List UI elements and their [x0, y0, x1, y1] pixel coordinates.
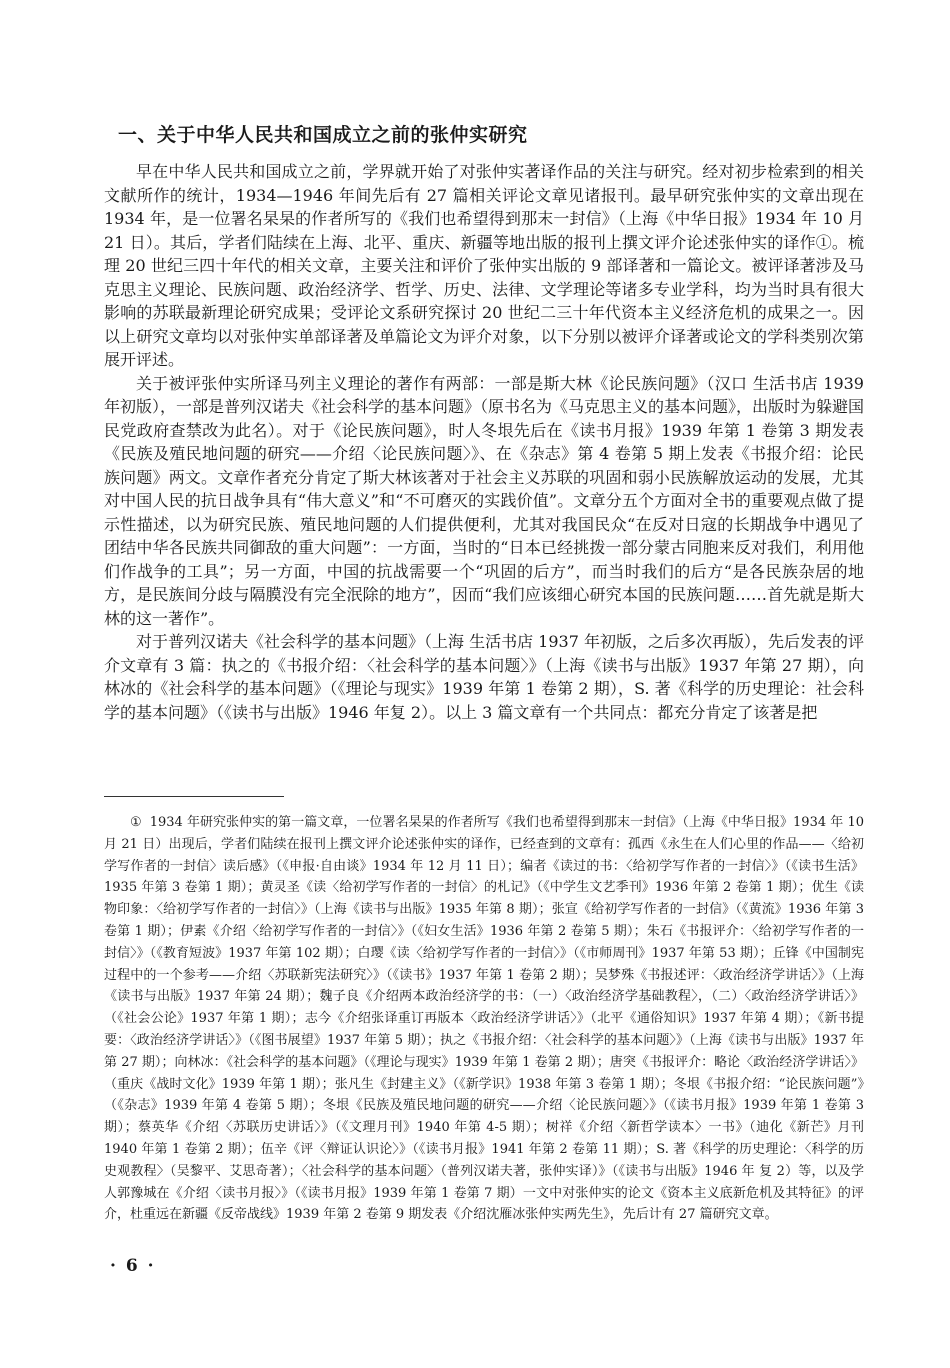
- body-text: [104, 160, 864, 724]
- paragraph: 对于普列汉诺夫《社会科学的基本问题》（上海 生活书店 1937 年初版，之后多次再版），先后发表的评介文章有 3 篇：执之的《书报介绍：〈社会科学的基本问题〉》（上海《读书与出版》1937 年第 27 期），向林冰的《社会科学的基本问题》（《理论与现实》1939 年第 1 卷第 2 期），S. 著《科学的历史理论：社会科学的基本问题》（《读书与出版》1946 年复 2）。以上 3 篇文章有一个共同点：都充分肯定了该著是把: [104, 632, 864, 722]
- footnote: [104, 812, 864, 1226]
- footnote-divider: [104, 796, 284, 797]
- section-title: 一、关于中华人民共和国成立之前的张仲实研究: [118, 124, 528, 146]
- paragraph: 关于被评张仲实所译马列主义理论的著作有两部：一部是斯大林《论民族问题》（汉口 生活书店 1939 年初版），一部是普列汉诺夫《社会科学的基本问题》（原书名为《马克思主义的基本问题》，出版时为躲避国民党政府查禁改为此名）。对于《论民族问题》，时人冬垠先后在《读书月报》1939 年第 1 卷第 3 期发表《民族及殖民地问题的研究——介绍〈论民族问题〉》、在《杂志》第 4 卷第 5 期上发表《书报介绍：论民族问题》两文。文章作者充分肯定了斯大林该著对于社会主义苏联的巩固和弱小民族解放运动的发展，尤其对中国人民的抗日战争具有“伟大意义”和“不可磨灭的实践价值”。文章分五个方面对全书的重要观点做了提示性描述，以为研究民族、殖民地问题的人们提供便利，尤其对我国民众“在反对日寇的长期战争中遇见了团结中华各民族共同御敌的重大问题”：一方面，当时的“日本已经挑拨一部分蒙古同胞来反对我们，利用他们作战争的工具”；另一方面，中国的抗战需要一个“巩固的后方”，而当时我们的后方“是各民族杂居的地方，是民族间分歧与隔膜没有完全泯除的地方”，因而“我们应该细心研究本国的民族问题……首先就是斯大林的这一著作”。: [104, 373, 865, 628]
- footnote-mark: ①: [130, 815, 142, 830]
- page-number: · 6 ·: [110, 1256, 156, 1276]
- paragraph: 早在中华人民共和国成立之前，学界就开始了对张仲实著译作品的关注与研究。经对初步检索到的相关文献所作的统计，1934—1946 年间先后有 27 篇相关评论文章见诸报刊。最早研究张仲实的文章出现在 1934 年，是一位署名杲杲的作者所写的《我们也希望得到那末一封信》（上海《中华日报》1934 年 10 月 21 日）。其后，学者们陆续在上海、北平、重庆、新疆等地出版的报刊上撰文评介论述张仲实的译作①。梳理 20 世纪三四十年代的相关文章，主要关注和评价了张仲实出版的 9 部译著和一篇论文。被评译著涉及马克思主义理论、民族问题、政治经济学、哲学、历史、法律、文学理论等诸多专业学科，均为当时具有很大影响的苏联最新理论研究成果；受评论文系研究探讨 20 世纪二三十年代资本主义经济危机的成果之一。因以上研究文章均以对张仲实单部译著及单篇论文为评介对象，以下分别以被评介译著或论文的学科类别次第展开评述。: [104, 162, 864, 369]
- footnote-text: 1934 年研究张仲实的第一篇文章，一位署名杲杲的作者所写《我们也希望得到那末一封信》（上海《中华日报》1934 年 10 月 21 日）出现后，学者们陆续在报刊上撰文评介论述张仲实的译作，已经查到的文章有：孤西《永生在人们心里的作品——〈给初学写作者的一封信〉读后感》（《申报·自由谈》1934 年 12 月 11 日）；编者《读过的书：〈给初学写作者的一封信〉》（《读书生活》1935 年第 3 卷第 1 期）；黄灵圣《读〈给初学写作者的一封信〉的札记》（《中学生文艺季刊》1936 年第 2 卷第 1 期）；优生《读物印象：〈给初学写作者的一封信〉》（上海《读书与出版》1935 年第 8 期）；张宣《给初学写作者的一封信》（《黄流》1936 年第 3 卷第 1 期）；伊素《介绍〈给初学写作者的一封信〉》（《妇女生活》1936 年第 2 卷第 5 期）；朱石《书报评介：〈给初学写作者的一封信〉》（《教育短波》1937 年第 102 期）；白璎《读〈给初学写作者的一封信〉》（《市师周刊》1937 年第 53 期）；丘锋《中国制宪过程中的一个参考——介绍〈苏联新宪法研究〉》（《读书》1937 年第 1 卷第 2 期）；吴梦殊《书报述评：〈政治经济学讲话〉》（上海《读书与出版》1937 年第 24 期）；魏子良《介绍两本政治经济学的书：（一）〈政治经济学基础教程〉，（二）〈政治经济学讲话〉》（《社会公论》1937 年第 1 期）；志今《介绍张译重订再版本〈政治经济学讲话〉》（北平《通俗知识》1937 年第 4 期）；《新书提要：〈政治经济学讲话〉》（《图书展望》1937 年第 5 期）；执之《书报介绍：〈社会科学的基本问题〉》（上海《读书与出版》1937 年第 27 期）；向林冰：《社会科学的基本问题》（《理论与现实》1939 年第 1 卷第 2 期）；唐突《书报评介：略论〈政治经济学讲话〉》（重庆《战时文化》1939 年第 1 期）；张凡生《封建主义》（《新学识》1938 年第 3 卷第 1 期）；冬垠《书报介绍：“论民族问题”》（《杂志》1939 年第 4 卷第 5 期）；冬垠《民族及殖民地问题的研究——介绍〈论民族问题〉》（《读书月报》1939 年第 1 卷第 3 期）；蔡英华《介绍〈苏联历史讲话〉》（《文理月刊》1940 年第 4-5 期）；树祥《介绍〈新哲学读本〉一书》（迪化《新芒》月刊 1940 年第 1 卷第 2 期）；伍辛《评〈辩证认识论〉》（《读书月报》1941 年第 2 卷第 11 期）；S. 著《科学的历史理论：〈科学的历史观教程〉（吴黎平、艾思奇著）；〈社会科学的基本问题〉（普列汉诺夫著，张仲实译）》（《读书与出版》1946 年 复 2）等，以及学人郭豫城在《介绍〈读书月报〉》（《读书月报》1939 年第 1 卷第 7 期）一文中对张仲实的论文《资本主义底新危机及其特征》的评介，杜重远在新疆《反帝战线》1939 年第 2 卷第 9 期发表《介绍沈雁冰张仲实两先生》，先后计有 27 篇研究文章。: [104, 815, 865, 1223]
